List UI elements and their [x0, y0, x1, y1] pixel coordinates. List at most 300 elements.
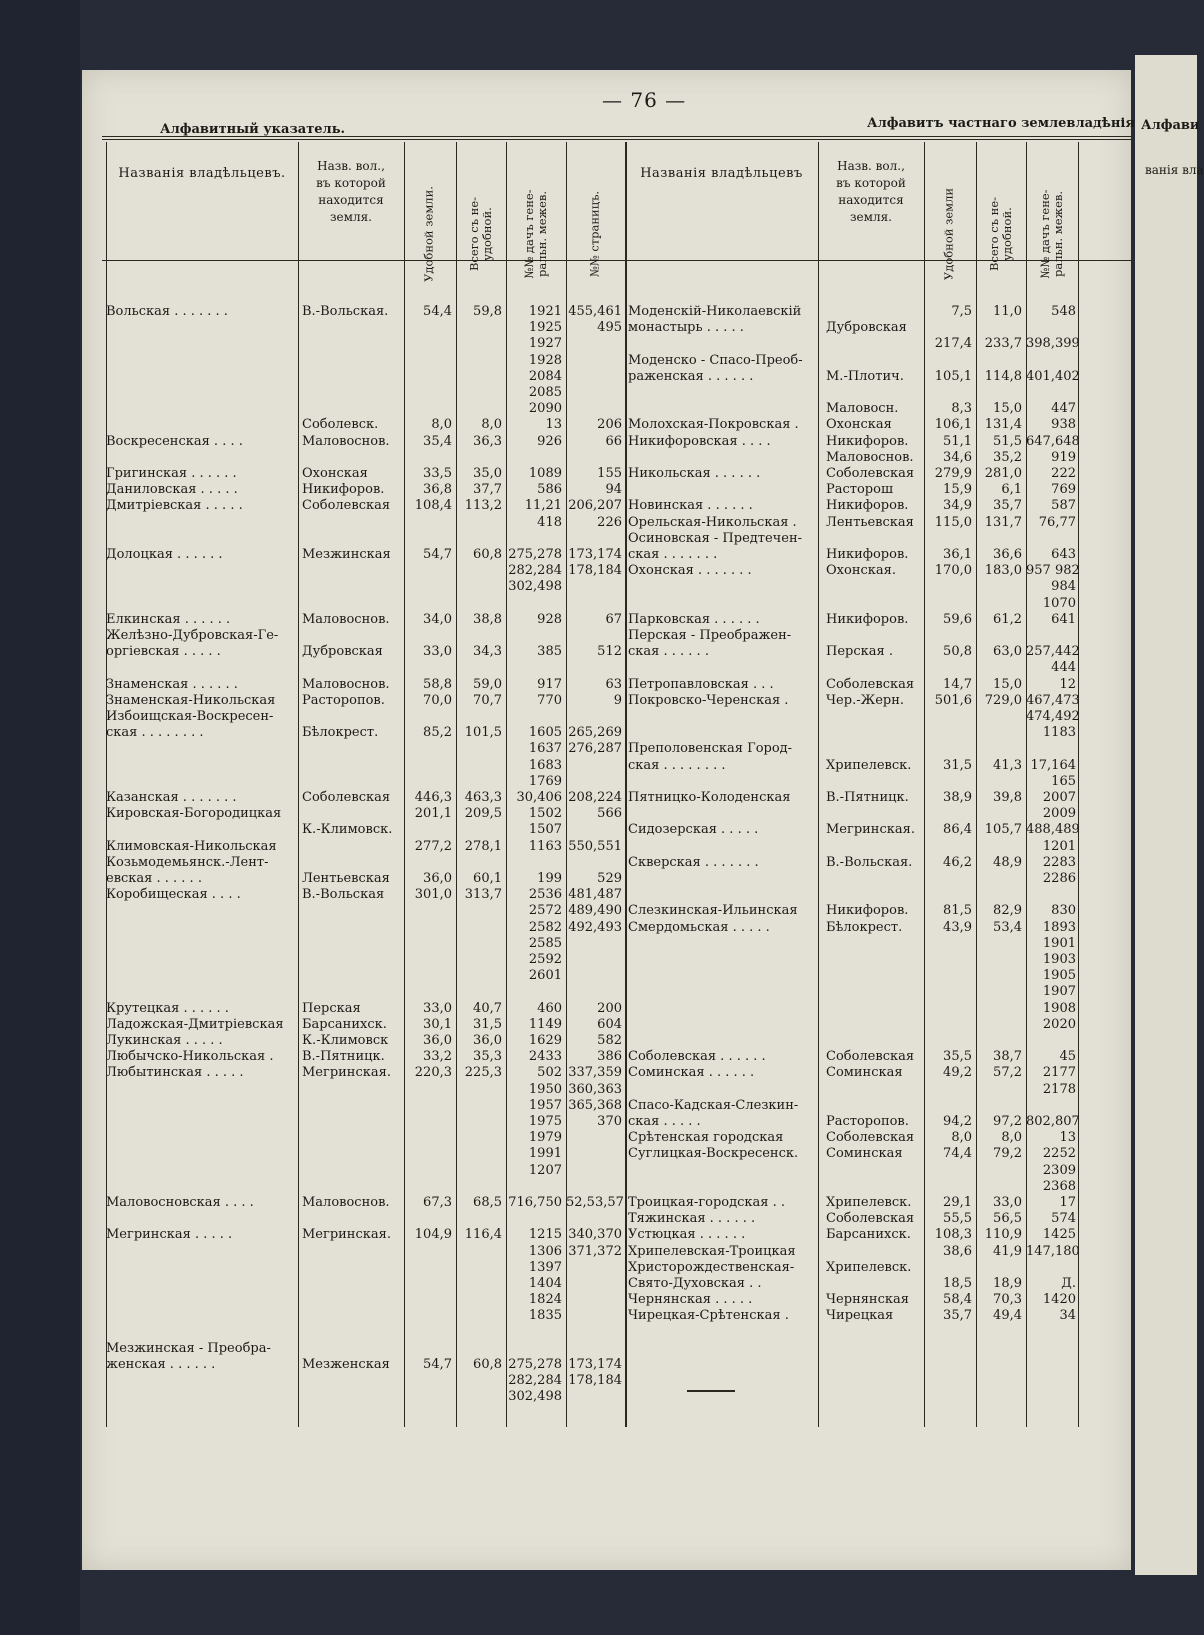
- total-value: 82,9: [993, 903, 1022, 919]
- volost-name: Хрипелевск.: [826, 1259, 912, 1275]
- owner-name: Дмитріевская . . . . .: [106, 498, 243, 514]
- total-value: 38,8: [473, 611, 502, 627]
- total-value: 53,4: [993, 919, 1022, 935]
- dacha-number: 1893: [1042, 919, 1076, 935]
- volost-name: К.-Климовск: [302, 1033, 389, 1048]
- owner-name: раженская . . . . . .: [628, 368, 754, 384]
- total-value: 37,7: [473, 482, 502, 498]
- total-value: 15,0: [993, 676, 1022, 692]
- header-total-right: Всего съ не- удобной.: [987, 196, 1014, 272]
- dacha-number: 1070: [1042, 595, 1076, 611]
- volost-name: Дубровская: [826, 320, 907, 336]
- dacha-number: 1928: [528, 352, 562, 368]
- dacha-number: 2309: [1042, 1162, 1076, 1178]
- dacha-number: 13: [545, 417, 562, 433]
- page-ref: 208,224: [568, 790, 622, 805]
- total-value: 15,0: [993, 401, 1022, 417]
- total-value: 113,2: [464, 498, 502, 514]
- arable-value: 501,6: [934, 692, 972, 708]
- arable-value: 35,4: [423, 433, 452, 449]
- arable-value: 279,9: [934, 466, 972, 481]
- volost-name: Никифоров.: [826, 611, 909, 627]
- column-divider-middle: [625, 142, 627, 1427]
- owner-name: Маловосновская . . . .: [106, 1195, 254, 1210]
- total-value: 114,8: [984, 368, 1022, 384]
- volost-name: Маловоснов.: [302, 433, 390, 449]
- dacha-number: 830: [1051, 903, 1076, 919]
- page-ref: 226: [597, 514, 622, 530]
- page-ref: 206,207: [568, 498, 622, 514]
- volost-name: К.-Климовск.: [302, 822, 393, 838]
- page-ref: 276,287: [568, 741, 622, 757]
- volost-name: Никифоров.: [302, 482, 385, 498]
- dacha-number: 919: [1051, 449, 1076, 465]
- dacha-number: 282,284: [508, 1373, 562, 1389]
- total-value: 39,8: [993, 790, 1022, 805]
- owner-name: Устюцкая . . . . . .: [628, 1227, 746, 1243]
- volost-name: Маловоснов.: [302, 676, 390, 692]
- dacha-number: 1163: [528, 838, 562, 854]
- header-volost-right: Назв. вол., въ которой находится земля.: [836, 159, 906, 224]
- dacha-number: 275,278: [508, 547, 562, 562]
- owner-name: Пятницко-Колоденская: [628, 790, 791, 805]
- dacha-number: 1925: [528, 320, 562, 336]
- dacha-number: 1835: [528, 1308, 562, 1324]
- column-divider: [298, 142, 299, 1427]
- dacha-number: 716,750: [508, 1195, 562, 1210]
- owner-name: Осиновская - Предтечен-: [628, 530, 803, 546]
- owner-name: Мегринская . . . . .: [106, 1227, 233, 1243]
- page-ref: 52,53,57: [566, 1195, 624, 1210]
- dacha-number: 984: [1051, 579, 1076, 595]
- total-value: 70,7: [473, 692, 502, 708]
- page-ref: 582: [597, 1033, 622, 1048]
- total-value: 51,5: [993, 433, 1022, 449]
- volost-name: Бѣлокрест.: [302, 725, 379, 741]
- volost-name: Соболевская: [302, 790, 391, 805]
- dacha-number: 1769: [528, 773, 562, 789]
- owner-name: монастырь . . . . .: [628, 320, 744, 336]
- arable-value: 277,2: [414, 838, 452, 854]
- volost-name: Чернянская: [826, 1292, 909, 1308]
- page-ref: 66: [605, 433, 622, 449]
- dacha-number: 385: [537, 644, 562, 660]
- arable-value: 8,0: [431, 417, 452, 433]
- volost-name: Маловосн.: [826, 401, 899, 417]
- dacha-number: 401,402: [1026, 368, 1080, 384]
- arable-value: 33,5: [423, 466, 452, 481]
- arable-value: 51,1: [943, 433, 972, 449]
- header-owners: Названія владѣльцевъ.: [118, 166, 286, 181]
- dacha-number: 1907: [1042, 984, 1076, 1000]
- owner-name: Парковская . . . . . .: [628, 611, 760, 627]
- header-arable: Удобной земли.: [421, 186, 436, 282]
- dacha-number: 1903: [1042, 952, 1076, 967]
- page-ref: 337,359: [568, 1065, 622, 1081]
- dacha-number: 2601: [528, 968, 562, 984]
- total-value: 56,5: [993, 1211, 1022, 1227]
- arable-value: 36,0: [423, 871, 452, 886]
- dacha-number: 488,489: [1026, 822, 1080, 838]
- dacha-number: 643: [1051, 547, 1076, 562]
- owner-name: Знаменская-Никольская: [106, 692, 276, 708]
- arable-value: 7,5: [951, 304, 972, 319]
- arable-value: 58,4: [943, 1292, 972, 1308]
- arable-value: 55,5: [943, 1211, 972, 1227]
- owner-name: Избоищская-Воскресен-: [106, 709, 274, 724]
- owner-name: Тяжинская . . . . . .: [628, 1211, 756, 1227]
- dacha-number: 2592: [528, 952, 562, 967]
- owner-name: ская . . . . .: [628, 1114, 701, 1129]
- dacha-number: 12: [1059, 676, 1076, 692]
- dacha-number: 647,648: [1026, 433, 1080, 449]
- arable-value: 108,4: [414, 498, 452, 514]
- total-value: 60,8: [473, 1357, 502, 1372]
- total-value: 281,0: [984, 466, 1022, 481]
- volost-name: Чер.-Жерн.: [826, 692, 905, 708]
- volost-name: Мезжинская: [302, 547, 391, 562]
- arable-value: 54,4: [423, 304, 452, 319]
- dacha-number: 2582: [528, 919, 562, 935]
- owner-name: Смердомьская . . . . .: [628, 919, 770, 935]
- dacha-number: 2177: [1042, 1065, 1076, 1081]
- header-arable-right: Удобной земли: [941, 187, 956, 281]
- arable-value: 33,2: [423, 1049, 452, 1065]
- volost-name: Соболевская: [826, 1049, 915, 1065]
- header-pages: №№ страницъ.: [587, 190, 602, 278]
- owner-name: Перская - Преображен-: [628, 628, 792, 643]
- volost-name: Соминская: [826, 1065, 903, 1081]
- dacha-number: 2178: [1042, 1081, 1076, 1097]
- dacha-number: 1404: [528, 1276, 562, 1291]
- dacha-number: 17: [1059, 1195, 1076, 1210]
- page-ref: 489,490: [568, 903, 622, 919]
- arable-value: 74,4: [943, 1146, 972, 1162]
- scan-background: [0, 0, 80, 1635]
- arable-value: 35,5: [943, 1049, 972, 1065]
- dacha-number: 1502: [528, 806, 562, 822]
- header-dachas: №№ дачъ гене- ральн. межев.: [522, 189, 549, 279]
- owner-name: Григинская . . . . . .: [106, 466, 237, 481]
- total-value: 11,0: [993, 304, 1022, 319]
- owner-name: Чернянская . . . . .: [628, 1292, 753, 1308]
- top-rule-double: [102, 139, 1131, 140]
- page-ref: 340,370: [568, 1227, 622, 1243]
- page-ref: 155: [597, 466, 622, 481]
- page-ref: 360,363: [568, 1081, 622, 1097]
- dacha-number: 165: [1051, 773, 1076, 789]
- owner-name: Петропавловская . . .: [628, 676, 774, 692]
- total-value: 36,3: [473, 433, 502, 449]
- owner-name: Ладожская-Дмитріевская: [106, 1016, 284, 1032]
- volost-name: Охонская: [826, 417, 892, 433]
- volost-name: Дубровская: [302, 644, 383, 660]
- total-value: 40,7: [473, 1000, 502, 1016]
- owner-name: Кировская-Богородицкая: [106, 806, 282, 822]
- dacha-number: 2572: [528, 903, 562, 919]
- dacha-number: 2536: [528, 887, 562, 903]
- dacha-number: 34: [1059, 1308, 1076, 1324]
- volost-name: Соболевская: [826, 1211, 915, 1227]
- owner-name: Климовская-Никольская: [106, 838, 277, 854]
- arable-value: 29,1: [943, 1195, 972, 1210]
- owner-name: Соминская . . . . . .: [628, 1065, 755, 1081]
- total-value: 463,3: [464, 790, 502, 805]
- dacha-number: 2085: [528, 385, 562, 400]
- dacha-number: 769: [1051, 482, 1076, 498]
- dacha-number: 17,164: [1030, 757, 1076, 773]
- total-value: 70,3: [993, 1292, 1022, 1308]
- dacha-number: 474,492: [1026, 709, 1080, 724]
- dacha-number: 45: [1059, 1049, 1076, 1065]
- next-page-edge: [1135, 55, 1204, 1575]
- volost-name: Барсанихск.: [826, 1227, 911, 1243]
- dacha-number: 467,473: [1026, 692, 1080, 708]
- page-ref: 529: [597, 871, 622, 886]
- arable-value: 54,7: [423, 547, 452, 562]
- arable-value: 105,1: [934, 368, 972, 384]
- dacha-number: 1901: [1042, 935, 1076, 951]
- column-divider: [818, 142, 819, 1427]
- page-ref: 566: [597, 806, 622, 822]
- arable-value: 81,5: [943, 903, 972, 919]
- total-value: 209,5: [464, 806, 502, 822]
- dacha-number: 587: [1051, 498, 1076, 514]
- owner-name: Преполовенская Город-: [628, 741, 793, 757]
- total-value: 110,9: [984, 1227, 1022, 1243]
- dacha-number: 1507: [528, 822, 562, 838]
- dacha-number: 1950: [528, 1081, 562, 1097]
- dacha-number: 2090: [528, 401, 562, 417]
- dacha-number: 1605: [528, 725, 562, 741]
- owner-name: Свято-Духовская . .: [628, 1276, 762, 1291]
- page-ref: 200: [597, 1000, 622, 1016]
- header-owners-right: Названія владѣльцевъ: [640, 166, 803, 181]
- owner-name: Любычско-Никольская .: [106, 1049, 274, 1065]
- owner-name: ская . . . . . . . .: [628, 757, 726, 773]
- dacha-number: 1201: [1042, 838, 1076, 854]
- dacha-number: 548: [1051, 304, 1076, 319]
- arable-value: 36,0: [423, 1033, 452, 1048]
- total-value: 313,7: [464, 887, 502, 903]
- dacha-number: 257,442: [1026, 644, 1080, 660]
- owner-name: Любытинская . . . . .: [106, 1065, 244, 1081]
- volost-name: В.-Вольская.: [826, 854, 913, 870]
- dacha-number: 1425: [1042, 1227, 1076, 1243]
- arable-value: 38,6: [943, 1243, 972, 1259]
- total-value: 60,8: [473, 547, 502, 562]
- total-value: 278,1: [464, 838, 502, 854]
- dacha-number: 1397: [528, 1259, 562, 1275]
- owner-name: Спасо-Кадская-Слезкин-: [628, 1097, 799, 1113]
- volost-name: Охонская.: [826, 563, 896, 579]
- arable-value: 217,4: [934, 336, 972, 352]
- total-value: 35,3: [473, 1049, 502, 1065]
- dacha-number: 1637: [528, 741, 562, 757]
- dacha-number: Д.: [1061, 1276, 1076, 1291]
- dacha-number: 1991: [528, 1146, 562, 1162]
- dacha-number: 502: [537, 1065, 562, 1081]
- owner-name: Орельская-Никольская .: [628, 514, 797, 530]
- document-page: [82, 70, 1135, 1570]
- dacha-number: 1183: [1042, 725, 1076, 741]
- page-ref: 63: [605, 676, 622, 692]
- arable-value: 33,0: [423, 1000, 452, 1016]
- owner-name: Новинская . . . . . .: [628, 498, 753, 514]
- volost-name: Лентьевская: [826, 514, 914, 530]
- dacha-number: 1957: [528, 1097, 562, 1113]
- header-total: Всего съ не- удобной.: [467, 196, 494, 272]
- owner-name: Суглицкая-Воскресенск.: [628, 1146, 799, 1162]
- total-value: 18,9: [993, 1276, 1022, 1291]
- volost-name: Барсанихск.: [302, 1016, 387, 1032]
- volost-name: Перская: [302, 1000, 361, 1016]
- running-head-right: Алфавитъ частнаго землевладѣнія: [867, 116, 1135, 131]
- total-value: 8,0: [481, 417, 502, 433]
- dacha-number: 447: [1051, 401, 1076, 417]
- arable-value: 59,6: [943, 611, 972, 627]
- total-value: 61,2: [993, 611, 1022, 627]
- dacha-number: 76,77: [1038, 514, 1076, 530]
- dacha-number: 2252: [1042, 1146, 1076, 1162]
- arable-value: 38,9: [943, 790, 972, 805]
- arable-value: 94,2: [943, 1114, 972, 1129]
- dacha-number: 1905: [1042, 968, 1076, 984]
- total-value: 36,6: [993, 547, 1022, 562]
- total-value: 60,1: [473, 871, 502, 886]
- dacha-number: 222: [1051, 466, 1076, 481]
- owner-name: ская . . . . . . .: [628, 547, 718, 562]
- volost-name: Соболевская: [826, 466, 915, 481]
- owner-name: Покровско-Черенская .: [628, 692, 789, 708]
- arable-value: 170,0: [934, 563, 972, 579]
- volost-name: Мегринская.: [826, 822, 915, 838]
- owner-name: ская . . . . . .: [628, 644, 709, 660]
- total-value: 41,3: [993, 757, 1022, 773]
- volost-name: В.-Вольская.: [302, 304, 389, 319]
- volost-name: Маловоснов.: [302, 1195, 390, 1210]
- total-value: 729,0: [984, 692, 1022, 708]
- total-value: 183,0: [984, 563, 1022, 579]
- total-value: 6,1: [1001, 482, 1022, 498]
- volost-name: Соболевская: [826, 1130, 915, 1146]
- dacha-number: 1921: [528, 304, 562, 319]
- owner-name: Соболевская . . . . . .: [628, 1049, 766, 1065]
- total-value: 48,9: [993, 854, 1022, 870]
- volost-name: Чирецкая: [826, 1308, 894, 1324]
- page-ref: 365,368: [568, 1097, 622, 1113]
- arable-value: 50,8: [943, 644, 972, 660]
- arable-value: 34,0: [423, 611, 452, 627]
- volost-name: В.-Пятницк.: [302, 1049, 385, 1065]
- arable-value: 220,3: [414, 1065, 452, 1081]
- dacha-number: 917: [537, 676, 562, 692]
- next-page-running-head: Алфави: [1141, 118, 1200, 133]
- total-value: 97,2: [993, 1114, 1022, 1129]
- page-ref: 370: [597, 1114, 622, 1129]
- total-value: 36,0: [473, 1033, 502, 1048]
- total-value: 31,5: [473, 1016, 502, 1032]
- arable-value: 14,7: [943, 676, 972, 692]
- arable-value: 36,8: [423, 482, 452, 498]
- dacha-number: 1089: [528, 466, 562, 481]
- dacha-number: 1683: [528, 757, 562, 773]
- arable-value: 201,1: [414, 806, 452, 822]
- owner-name: Чирецкая-Срѣтенская .: [628, 1308, 789, 1324]
- volost-name: Никифоров.: [826, 433, 909, 449]
- owner-name: евская . . . . . .: [106, 871, 202, 886]
- volost-name: Хрипелевск.: [826, 1195, 912, 1210]
- arable-value: 86,4: [943, 822, 972, 838]
- dacha-number: 1927: [528, 336, 562, 352]
- volost-name: Бѣлокрест.: [826, 919, 903, 935]
- total-value: 34,3: [473, 644, 502, 660]
- volost-name: Маловоснов.: [302, 611, 390, 627]
- owner-name: ская . . . . . . . .: [106, 725, 204, 741]
- volost-name: Никифоров.: [826, 903, 909, 919]
- header-dachas-right: №№ дачъ гене- ральн. межев.: [1038, 189, 1065, 279]
- dacha-number: 11,21: [524, 498, 562, 514]
- dacha-number: 418: [537, 514, 562, 530]
- volost-name: Соболевская: [826, 676, 915, 692]
- dacha-number: 641: [1051, 611, 1076, 627]
- owner-name: Моденско - Спасо-Преоб-: [628, 352, 803, 368]
- volost-name: Расторош: [826, 482, 894, 498]
- arable-value: 108,3: [934, 1227, 972, 1243]
- volost-name: Маловоснов.: [826, 449, 914, 465]
- total-value: 38,7: [993, 1049, 1022, 1065]
- volost-name: Мегринская.: [302, 1065, 391, 1081]
- arable-value: 58,8: [423, 676, 452, 692]
- arable-value: 446,3: [414, 790, 452, 805]
- page-ref: 550,551: [568, 838, 622, 854]
- arable-value: 34,9: [943, 498, 972, 514]
- arable-value: 85,2: [423, 725, 452, 741]
- owner-name: Сидозерская . . . . .: [628, 822, 759, 838]
- arable-value: 18,5: [943, 1276, 972, 1291]
- volost-name: Расторопов.: [826, 1114, 909, 1129]
- arable-value: 30,1: [423, 1016, 452, 1032]
- page-ref: 495: [597, 320, 622, 336]
- volost-name: Лентьевская: [302, 871, 390, 886]
- owner-name: Желѣзно-Дубровская-Ге-: [106, 628, 279, 643]
- arable-value: 54,7: [423, 1357, 452, 1372]
- column-divider: [1078, 142, 1079, 1427]
- arable-value: 8,0: [951, 1130, 972, 1146]
- running-head-left: Алфавитный указатель.: [160, 122, 346, 137]
- owner-name: Воскресенская . . . .: [106, 433, 243, 449]
- page-ref: 67: [605, 611, 622, 627]
- total-value: 101,5: [464, 725, 502, 741]
- total-value: 35,7: [993, 498, 1022, 514]
- next-page-column-fragment: ванія вла: [1145, 163, 1204, 177]
- page-ref: 178,184: [568, 1373, 622, 1389]
- arable-value: 8,3: [951, 401, 972, 417]
- dacha-number: 2020: [1042, 1016, 1076, 1032]
- dacha-number: 938: [1051, 417, 1076, 433]
- dacha-number: 444: [1051, 660, 1076, 676]
- total-value: 33,0: [993, 1195, 1022, 1210]
- volost-name: Соболевская: [302, 498, 391, 514]
- page-ref: 371,372: [568, 1243, 622, 1259]
- dacha-number: 926: [537, 433, 562, 449]
- total-value: 35,2: [993, 449, 1022, 465]
- volost-name: Хрипелевск.: [826, 757, 912, 773]
- volost-name: В.-Вольская: [302, 887, 385, 903]
- dacha-number: 770: [537, 692, 562, 708]
- total-value: 105,7: [984, 822, 1022, 838]
- owner-name: Лукинская . . . . .: [106, 1033, 223, 1048]
